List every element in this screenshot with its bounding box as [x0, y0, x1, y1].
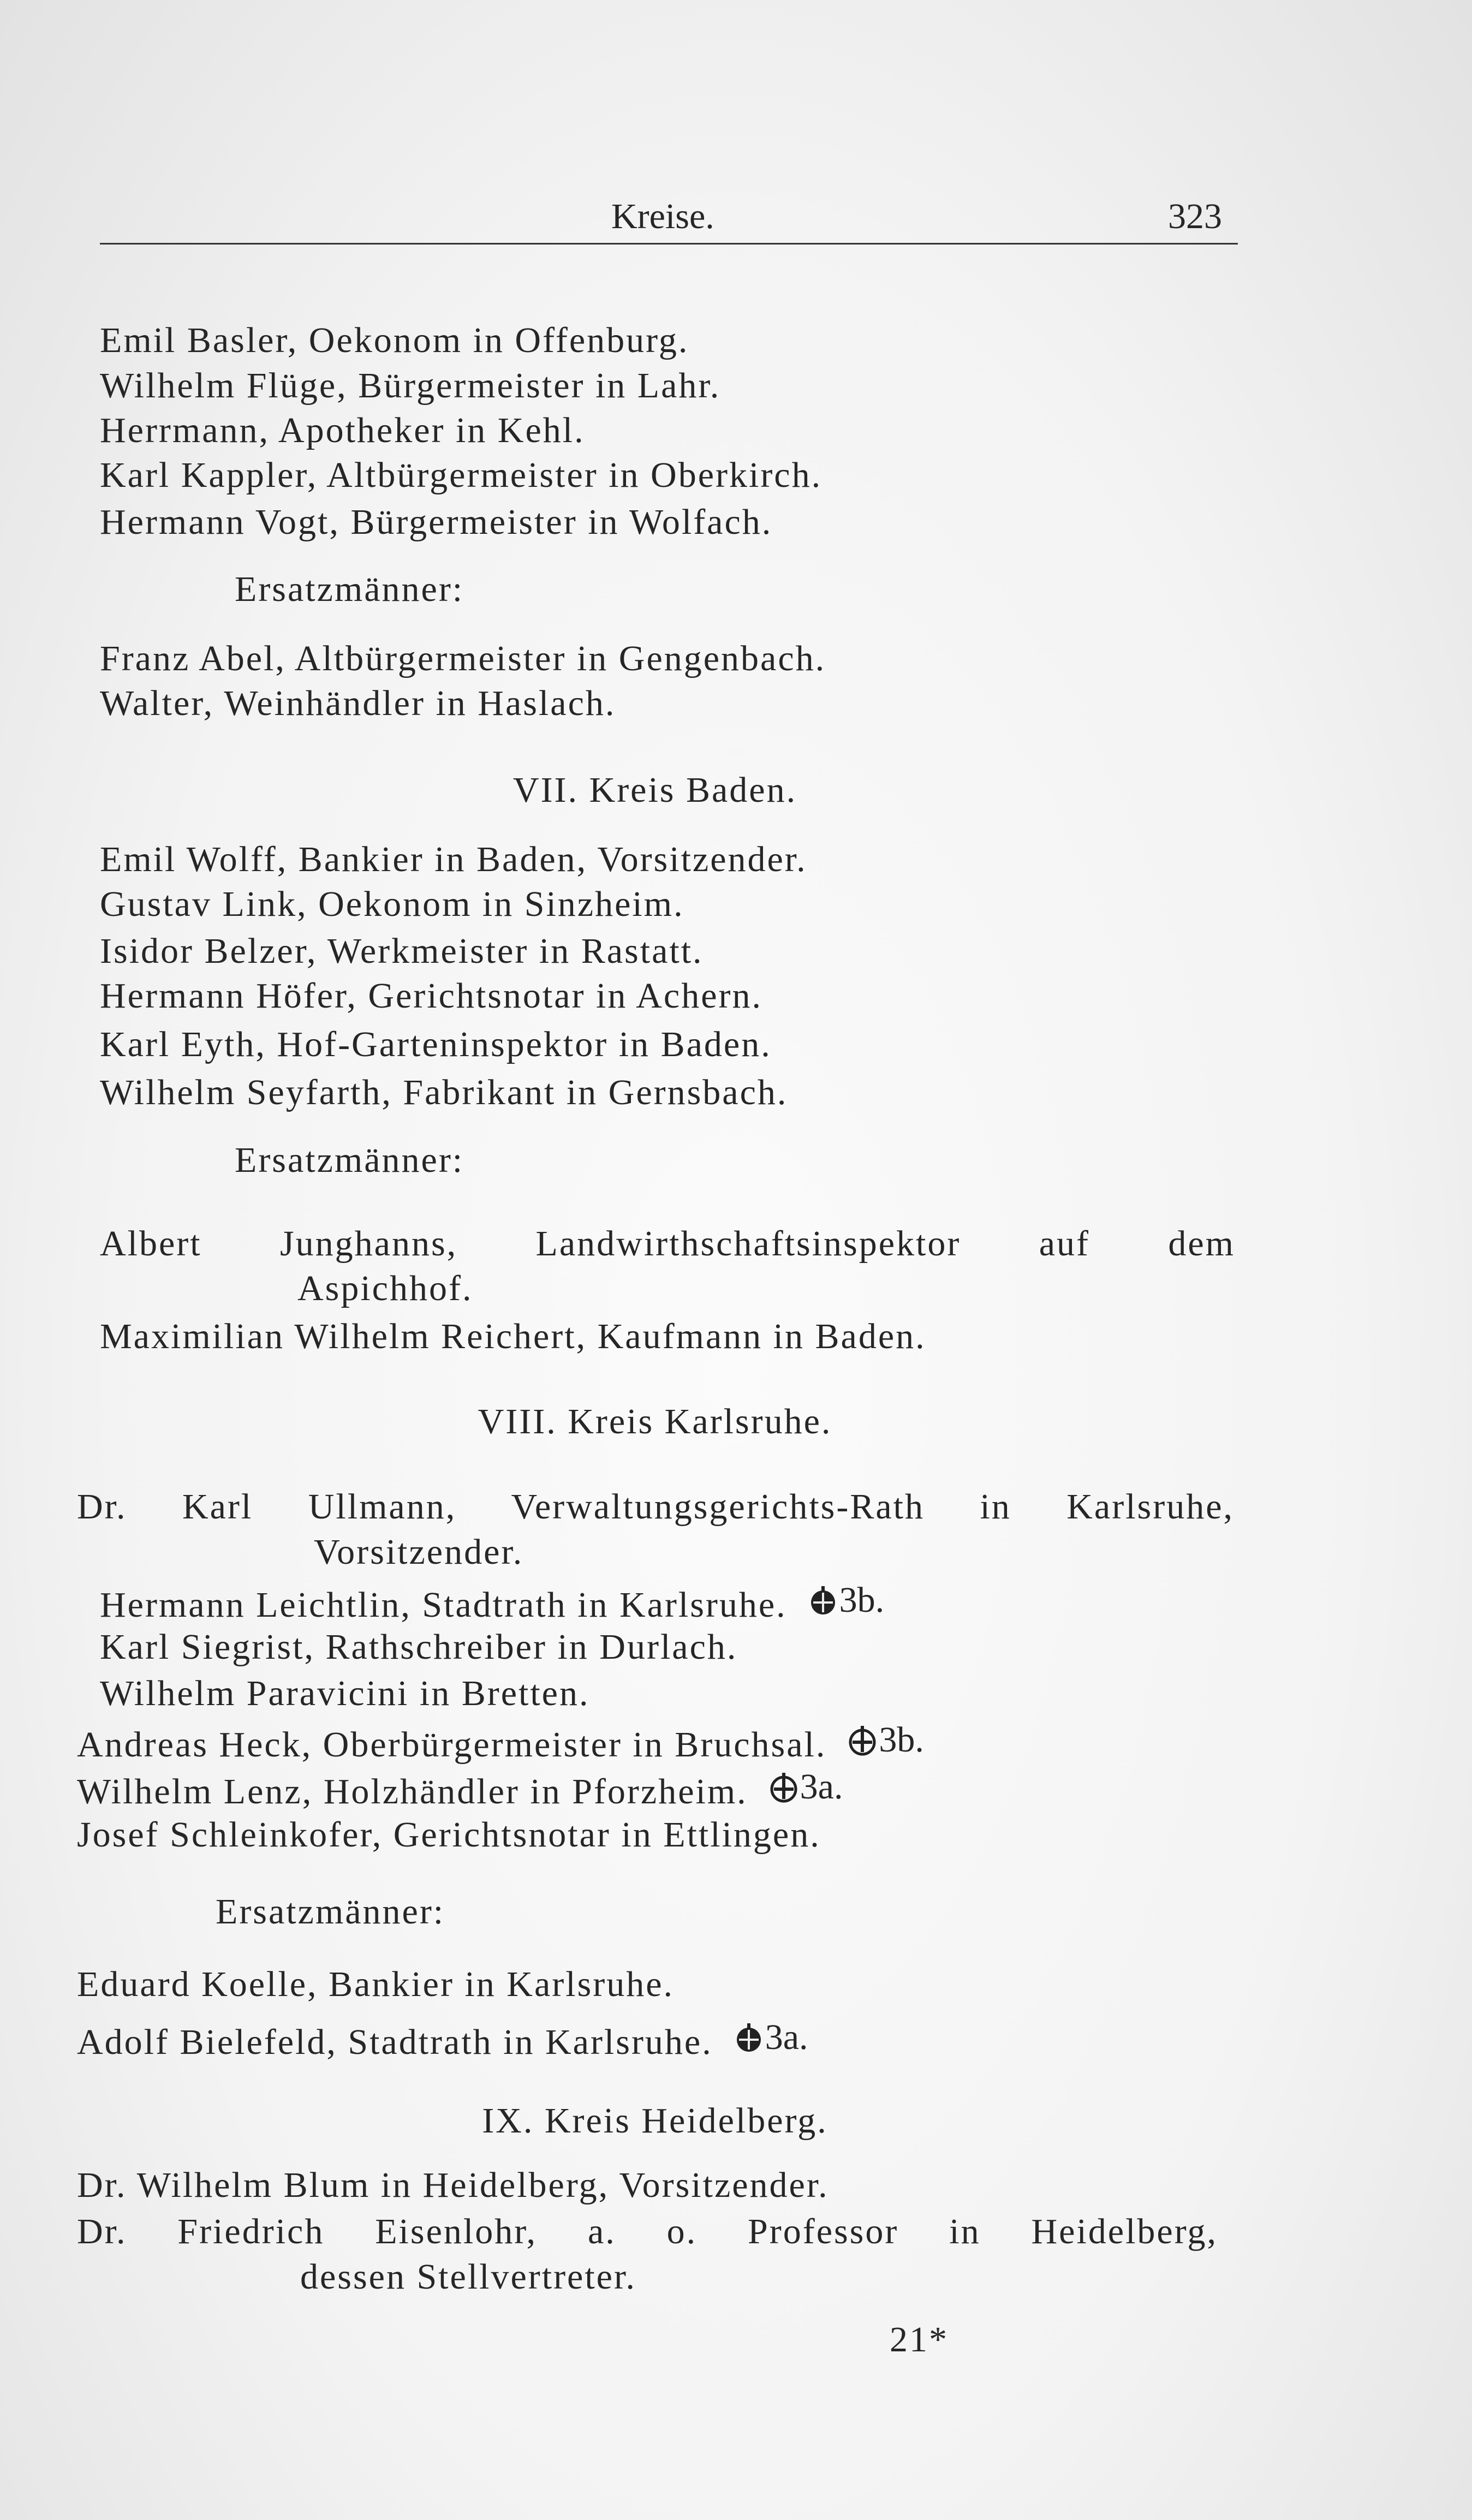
entry-line: Gustav Link, Oekonom in Sinzheim.	[100, 884, 684, 924]
entry-line: Walter, Weinhändler in Haslach.	[100, 683, 616, 723]
entry-line: Karl Kappler, Altbürgermeister in Oberkirch.	[100, 455, 823, 495]
section-heading: VIII. Kreis Karlsruhe.	[478, 1402, 832, 1441]
entry-line: Wilhelm Paravicini in Bretten.	[100, 1673, 590, 1713]
order-badge	[848, 1718, 924, 1762]
entry-line: Herrmann, Apotheker in Kehl.	[100, 410, 585, 450]
substitutes-heading: Ersatzmänner:	[235, 569, 464, 609]
entry-continuation: dessen Stellvertreter.	[300, 2257, 636, 2297]
entry-line	[100, 1578, 885, 1625]
signature-mark: 21*	[890, 2320, 949, 2360]
running-head: Kreise.	[611, 196, 714, 236]
entry-line	[77, 1765, 843, 1812]
order-cross-icon	[848, 1724, 877, 1756]
entry-line: Maximilian Wilhelm Reichert, Kaufmann in Baden.	[100, 1316, 926, 1356]
entry-text: Andreas Heck, Oberbürgermeister in Bruchsal.	[77, 1725, 827, 1765]
entry-line: Dr. Wilhelm Blum in Heidelberg, Vorsitzender.	[77, 2165, 829, 2205]
order-cross-icon	[735, 2021, 763, 2054]
entry-line: Hermann Höfer, Gerichtsnotar in Achern.	[100, 976, 762, 1016]
entry-text: Adolf Bielefeld, Stadtrath in Karlsruhe.	[77, 2022, 713, 2062]
header-rule	[100, 243, 1238, 245]
order-badge	[735, 2016, 808, 2059]
order-badge	[770, 1765, 843, 1809]
entry-line: Dr. Friedrich Eisenlohr, a. o. Professor in Heidelberg,	[77, 2212, 1218, 2251]
entry-text: Wilhelm Lenz, Holzhändler in Pforzheim.	[77, 1772, 748, 1812]
entry-line: Hermann Vogt, Bürgermeister in Wolfach.	[100, 502, 773, 542]
order-cross-icon	[770, 1771, 798, 1803]
entry-line: Josef Schleinkofer, Gerichtsnotar in Ettlingen.	[77, 1815, 821, 1855]
entry-line: Karl Siegrist, Rathschreiber in Durlach.	[100, 1627, 738, 1667]
section-heading: IX. Kreis Heidelberg.	[482, 2101, 828, 2141]
order-class: 3a.	[800, 1767, 843, 1807]
entry-line: Emil Wolff, Bankier in Baden, Vorsitzender.	[100, 839, 807, 879]
entry-line: Albert Junghanns, Landwirthschaftsinspektor auf dem	[100, 1224, 1235, 1264]
entry-line: Franz Abel, Altbürgermeister in Gengenbach.	[100, 639, 826, 678]
entry-line	[77, 1718, 924, 1765]
section-heading: VII. Kreis Baden.	[512, 770, 797, 810]
order-class: 3b.	[839, 1580, 885, 1620]
entry-line	[77, 2016, 808, 2062]
entry-line: Eduard Koelle, Bankier in Karlsruhe.	[77, 1964, 675, 2004]
entry-continuation: Aspichhof.	[297, 1268, 473, 1308]
entry-line: Wilhelm Flüge, Bürgermeister in Lahr.	[100, 366, 721, 406]
entry-line: Isidor Belzer, Werkmeister in Rastatt.	[100, 931, 704, 971]
page-number: 323	[1168, 196, 1222, 236]
substitutes-heading: Ersatzmänner:	[235, 1140, 464, 1180]
entry-line: Wilhelm Seyfarth, Fabrikant in Gernsbach.	[100, 1073, 788, 1112]
substitutes-heading: Ersatzmänner:	[216, 1892, 445, 1932]
entry-text: Hermann Leichtlin, Stadtrath in Karlsruhe.	[100, 1585, 787, 1625]
order-cross-icon	[809, 1584, 837, 1617]
entry-line: Karl Eyth, Hof-Garteninspektor in Baden.	[100, 1024, 772, 1064]
entry-line: Dr. Karl Ullmann, Verwaltungsgerichts-Rath in Karlsruhe,	[77, 1487, 1234, 1527]
entry-line: Emil Basler, Oekonom in Offenburg.	[100, 320, 689, 360]
entry-continuation: Vorsitzender.	[314, 1532, 524, 1572]
order-class: 3b.	[879, 1720, 924, 1760]
order-badge	[809, 1578, 885, 1622]
order-class: 3a.	[765, 2017, 808, 2057]
